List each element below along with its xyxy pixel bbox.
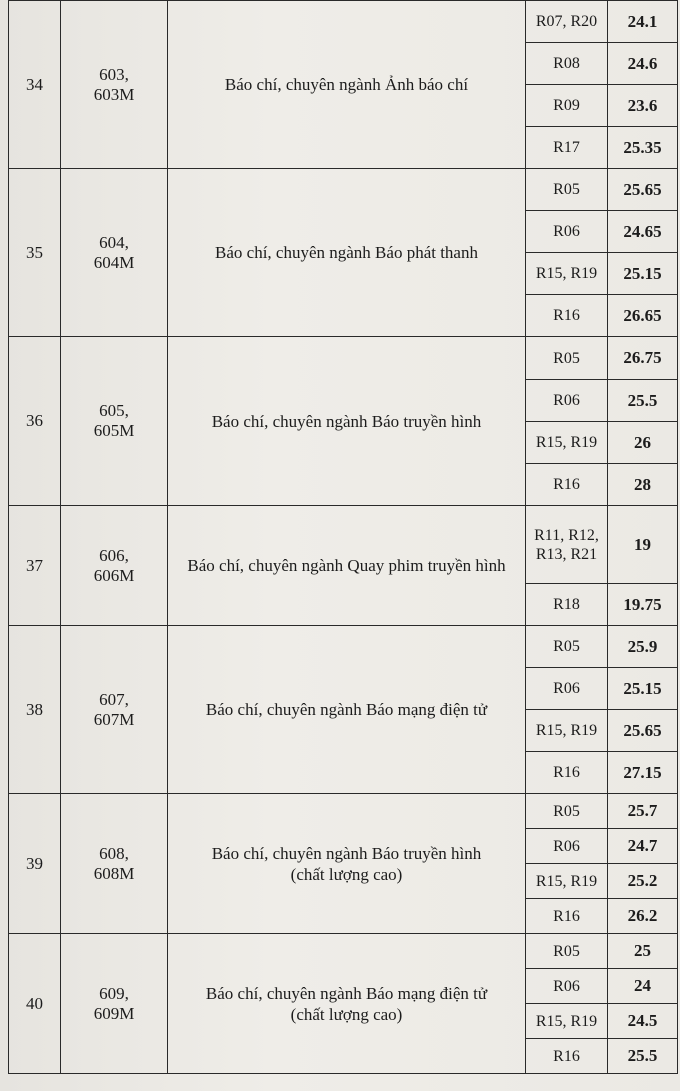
major-code: 608, (99, 843, 129, 863)
subject-combo-cell (526, 864, 608, 899)
score-value: 27.15 (623, 762, 662, 782)
score-cell (608, 1004, 678, 1039)
score-value: 19 (634, 534, 651, 554)
major-name: Báo chí, chuyên ngành Báo mạng điện tử (205, 983, 488, 1003)
subject-combo: R06 (553, 977, 580, 995)
subject-combo-cell (526, 829, 608, 864)
stt-value: 35 (26, 242, 43, 262)
subject-combo-cell (526, 253, 608, 295)
major-name: Báo chí, chuyên ngành Quay phim truyền hình (187, 556, 506, 575)
subject-combo-cell (526, 337, 608, 380)
subject-combo-cell (526, 584, 608, 626)
stt-cell (9, 169, 61, 337)
major-code-line2: 606M (93, 565, 135, 585)
major-code: 603, (99, 64, 129, 84)
score-cell (608, 584, 678, 626)
major-code: 609, (99, 983, 129, 1003)
subject-combo-cell (526, 1, 608, 43)
major-code: 605, (99, 401, 129, 420)
stt-cell (9, 506, 61, 626)
score-cell (608, 752, 678, 794)
score-value: 25.7 (627, 801, 658, 820)
score-value: 24.5 (627, 1011, 658, 1030)
major-name-line2: (chất lượng cao) (290, 864, 403, 884)
score-value: 19.75 (623, 594, 662, 614)
table-row (9, 934, 678, 969)
subject-combo: R05 (553, 942, 580, 960)
subject-combo: R07, R20 (535, 13, 598, 30)
subject-combo: R16 (553, 1047, 580, 1065)
score-cell (608, 211, 678, 253)
subject-combo-cell (526, 85, 608, 127)
subject-combo-cell (526, 794, 608, 829)
subject-combo: R16 (553, 907, 580, 925)
stt-value: 37 (26, 555, 43, 575)
score-value: 24.7 (627, 836, 658, 855)
major-code-cell (61, 794, 168, 934)
major-name-cell (168, 169, 526, 337)
subject-combo-cell (526, 710, 608, 752)
subject-combo-cell (526, 211, 608, 253)
major-name-cell (168, 626, 526, 794)
major-name: Báo chí, chuyên ngành Ảnh báo chí (224, 75, 469, 94)
subject-combo-cell (526, 295, 608, 337)
major-name: Báo chí, chuyên ngành Báo phát thanh (215, 243, 478, 262)
major-code: 607, (99, 689, 129, 709)
subject-combo: R15, R19 (535, 722, 598, 739)
score-value: 25.65 (623, 179, 662, 199)
score-value: 25.2 (627, 871, 658, 890)
score-cell (608, 169, 678, 211)
major-code-cell (61, 337, 168, 506)
score-cell (608, 899, 678, 934)
stt-value: 40 (26, 993, 43, 1013)
subject-combo-cell (526, 506, 608, 584)
major-code-line2: 608M (93, 863, 135, 883)
table-row (9, 506, 678, 584)
table-row (9, 337, 678, 380)
stt-cell (9, 1, 61, 169)
score-value: 28 (634, 474, 651, 494)
subject-combo: R09 (553, 97, 580, 114)
score-value: 25 (634, 941, 651, 960)
score-value: 24 (634, 976, 651, 995)
score-value: 23.6 (627, 95, 658, 115)
score-value: 25.65 (623, 720, 662, 740)
score-cell (608, 794, 678, 829)
subject-combo-cell (526, 969, 608, 1004)
major-code: 604, (99, 232, 129, 252)
score-cell (608, 43, 678, 85)
stt-value: 39 (26, 853, 43, 873)
stt-value: 38 (26, 699, 43, 719)
subject-combo: R05 (553, 638, 580, 655)
score-value: 26 (634, 432, 651, 452)
major-code-cell (61, 506, 168, 626)
subject-combo: R06 (553, 223, 580, 240)
score-cell (608, 337, 678, 380)
score-cell (608, 864, 678, 899)
subject-combo-cell (526, 127, 608, 169)
score-cell (608, 85, 678, 127)
subject-combo-cell (526, 464, 608, 506)
subject-combo: R11, R12, (534, 526, 599, 544)
major-name-cell (168, 506, 526, 626)
subject-combo: R05 (553, 181, 580, 198)
subject-combo-cell (526, 1039, 608, 1074)
admission-score-table (8, 0, 678, 1074)
score-cell (608, 380, 678, 422)
score-value: 25.15 (623, 678, 662, 698)
major-name: Báo chí, chuyên ngành Báo mạng điện tử (205, 700, 488, 719)
score-cell (608, 464, 678, 506)
subject-combo: R08 (553, 55, 580, 72)
subject-combo-cell (526, 626, 608, 668)
major-name-cell (168, 794, 526, 934)
subject-combo: R05 (553, 349, 580, 367)
subject-combo-cell (526, 380, 608, 422)
subject-combo-cell (526, 668, 608, 710)
table-row (9, 626, 678, 668)
major-code-line2: 609M (93, 1003, 135, 1023)
score-value: 26.2 (627, 906, 658, 925)
score-value: 26.65 (623, 305, 662, 325)
major-name-cell (168, 337, 526, 506)
subject-combo: R06 (553, 680, 580, 697)
stt-cell (9, 794, 61, 934)
score-cell (608, 127, 678, 169)
major-code-line2: 604M (93, 252, 135, 272)
score-cell (608, 829, 678, 864)
subject-combo: R06 (553, 392, 580, 409)
score-value: 24.65 (623, 221, 662, 241)
subject-combo-cell (526, 1004, 608, 1039)
subject-combo-cell (526, 934, 608, 969)
score-value: 25.15 (623, 263, 662, 283)
stt-value: 36 (26, 411, 43, 430)
subject-combo: R05 (553, 802, 580, 820)
score-value: 25.5 (627, 390, 658, 410)
subject-combo-cell (526, 43, 608, 85)
stt-cell (9, 934, 61, 1074)
subject-combo: R16 (553, 764, 580, 781)
table-row (9, 1, 678, 43)
subject-combo-cell (526, 752, 608, 794)
stt-cell (9, 337, 61, 506)
major-code-cell (61, 934, 168, 1074)
score-cell (608, 253, 678, 295)
major-name-line2: (chất lượng cao) (290, 1004, 403, 1024)
score-value: 26.75 (623, 348, 662, 367)
major-code-cell (61, 626, 168, 794)
score-cell (608, 295, 678, 337)
major-code: 606, (99, 545, 129, 565)
subject-combo: R15, R19 (535, 1012, 598, 1030)
subject-combo-cell (526, 422, 608, 464)
subject-combo: R18 (553, 596, 580, 613)
score-cell (608, 422, 678, 464)
score-cell (608, 626, 678, 668)
subject-combo: R15, R19 (535, 872, 598, 890)
subject-combo-cell (526, 169, 608, 211)
major-code-line2: 603M (93, 84, 135, 104)
score-value: 25.5 (627, 1046, 658, 1065)
stt-cell (9, 626, 61, 794)
stt-value: 34 (26, 74, 43, 94)
score-cell (608, 1, 678, 43)
score-value: 25.35 (623, 137, 662, 157)
subject-combo: R17 (553, 139, 580, 156)
subject-combo-cell (526, 899, 608, 934)
score-cell (608, 506, 678, 584)
subject-combo: R15, R19 (535, 265, 598, 282)
major-name: Báo chí, chuyên ngành Báo truyền hình (211, 411, 482, 431)
subject-combo-line2: R13, R21 (535, 545, 598, 563)
major-name-cell (168, 934, 526, 1074)
table-body (9, 1, 678, 1074)
major-name-cell (168, 1, 526, 169)
score-value: 24.1 (627, 11, 658, 31)
score-cell (608, 934, 678, 969)
score-value: 24.6 (627, 53, 658, 73)
score-cell (608, 668, 678, 710)
subject-combo: R16 (553, 307, 580, 324)
table-row (9, 794, 678, 829)
major-code-line2: 607M (93, 709, 135, 729)
score-cell (608, 969, 678, 1004)
subject-combo: R15, R19 (535, 434, 598, 451)
score-value: 25.9 (627, 636, 658, 656)
subject-combo: R16 (553, 476, 580, 493)
score-cell (608, 710, 678, 752)
major-code-cell (61, 169, 168, 337)
major-name: Báo chí, chuyên ngành Báo truyền hình (211, 843, 482, 863)
major-code-cell (61, 1, 168, 169)
table-row (9, 169, 678, 211)
subject-combo: R06 (553, 837, 580, 855)
major-code-line2: 605M (93, 421, 135, 440)
score-cell (608, 1039, 678, 1074)
